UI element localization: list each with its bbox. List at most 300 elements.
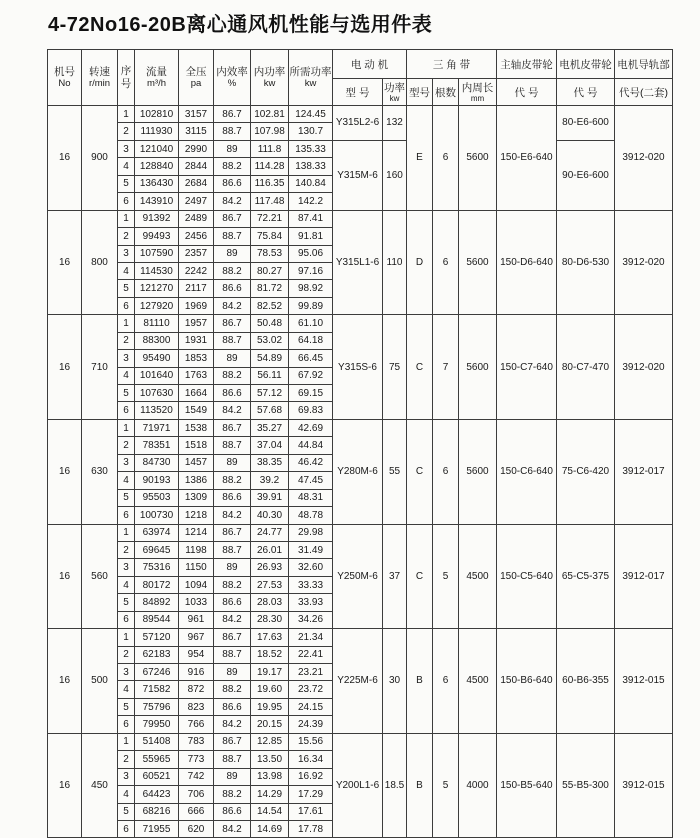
speed-label-en: r/min [88,78,111,90]
pressure-cell: 1457 [179,454,214,471]
required-power-cell: 16.92 [289,768,333,785]
flow-cell: 79950 [135,716,179,733]
col-header-motor-power [383,79,407,106]
flow-cell: 62183 [135,646,179,663]
pressure-cell: 2684 [179,175,214,192]
motor-pulley-cell: 55-B5-300 [557,733,615,838]
col-header-belt-model: 型号 [407,79,433,106]
fan-no-cell: 16 [48,106,82,211]
flow-cell: 71955 [135,820,179,837]
efficiency-cell: 88.2 [214,367,251,384]
pressure-cell: 1214 [179,524,214,541]
fan-no-cell: 16 [48,210,82,315]
col-header-speed [82,50,118,106]
flow-cell: 51408 [135,733,179,750]
seq-cell: 4 [118,472,135,489]
main-pulley-cell: 150-C6-640 [497,419,557,524]
group-header-rail: 电机导轨部 [615,50,673,79]
flow-cell: 95503 [135,489,179,506]
flow-cell: 100730 [135,507,179,524]
flow-cell: 67246 [135,664,179,681]
pressure-cell: 1033 [179,594,214,611]
motor-model-cell: Y250M-6 [333,524,383,629]
pressure-cell: 1931 [179,332,214,349]
col-header-belt-length [459,79,497,106]
speed-label-zh: 转速 [89,65,110,78]
internal-power-cell: 14.69 [251,820,289,837]
required-power-cell: 98.92 [289,280,333,297]
internal-power-cell: 17.63 [251,629,289,646]
belt-type-cell: B [407,629,433,734]
pressure-cell: 2990 [179,140,214,157]
pressure-cell: 916 [179,664,214,681]
speed-cell: 450 [82,733,118,838]
required-power-cell: 34.26 [289,611,333,628]
flow-cell: 101640 [135,367,179,384]
required-power-cell: 15.56 [289,733,333,750]
fan-no-cell: 16 [48,524,82,629]
pressure-cell: 1763 [179,367,214,384]
seq-cell: 2 [118,437,135,454]
pressure-cell: 1664 [179,385,214,402]
efficiency-cell: 86.6 [214,489,251,506]
pressure-cell: 2117 [179,280,214,297]
main-pulley-cell: 150-B6-640 [497,629,557,734]
required-power-cell: 61.10 [289,315,333,332]
internal-power-cell: 114.28 [251,158,289,175]
belt-length-unit: mm [470,93,485,103]
pressure-cell: 2489 [179,210,214,227]
efficiency-label-zh: 内效率 [216,65,248,78]
seq-cell: 1 [118,733,135,750]
pressure-cell: 1150 [179,559,214,576]
flow-cell: 121270 [135,280,179,297]
pressure-cell: 1198 [179,541,214,558]
belt-count-cell: 6 [433,419,459,524]
required-power-cell: 16.34 [289,751,333,768]
internal-power-cell: 38.35 [251,454,289,471]
pressure-cell: 1549 [179,402,214,419]
col-header-pressure [179,50,214,106]
efficiency-cell: 84.2 [214,716,251,733]
required-power-cell: 24.15 [289,698,333,715]
belt-length-cell: 4500 [459,629,497,734]
internal-power-cell: 39.2 [251,472,289,489]
col-header-main-pulley-code: 代 号 [497,79,557,106]
belt-type-cell: E [407,106,433,211]
internal-power-cell: 39.91 [251,489,289,506]
motor-model-cell: Y200L1-6 [333,733,383,838]
group-header-motor: 电 动 机 [333,50,407,79]
required-power-cell: 130.7 [289,123,333,140]
internal-power-cell: 13.98 [251,768,289,785]
internal-power-cell: 57.12 [251,385,289,402]
motor-power-cell: 160 [383,140,407,210]
efficiency-cell: 86.7 [214,733,251,750]
belt-count-cell: 5 [433,524,459,629]
flow-cell: 128840 [135,158,179,175]
col-header-motor-model: 型 号 [333,79,383,106]
internal-power-cell: 12.85 [251,733,289,750]
seq-cell: 2 [118,228,135,245]
efficiency-cell: 88.7 [214,541,251,558]
fan-no-cell: 16 [48,419,82,524]
col-header-internal-power [251,50,289,106]
flow-cell: 121040 [135,140,179,157]
seq-cell: 6 [118,297,135,314]
main-pulley-cell: 150-C7-640 [497,315,557,420]
fan-no-label-zh: 机号 [54,65,75,78]
pressure-cell: 961 [179,611,214,628]
motor-power-cell: 37 [383,524,407,629]
pressure-cell: 823 [179,698,214,715]
seq-cell: 1 [118,315,135,332]
seq-cell: 3 [118,454,135,471]
flow-cell: 75796 [135,698,179,715]
pressure-cell: 742 [179,768,214,785]
efficiency-cell: 88.7 [214,646,251,663]
pressure-cell: 1094 [179,576,214,593]
table-row [48,733,673,750]
flow-cell: 95490 [135,350,179,367]
required-power-cell: 64.18 [289,332,333,349]
efficiency-cell: 84.2 [214,193,251,210]
required-power-cell: 91.81 [289,228,333,245]
required-power-cell: 42.69 [289,419,333,436]
flow-cell: 78351 [135,437,179,454]
efficiency-cell: 86.7 [214,524,251,541]
flow-cell: 84892 [135,594,179,611]
internal-power-cell: 19.95 [251,698,289,715]
internal-power-cell: 27.53 [251,576,289,593]
flow-cell: 114530 [135,262,179,279]
required-power-cell: 48.78 [289,507,333,524]
required-power-cell: 47.45 [289,472,333,489]
belt-type-cell: C [407,524,433,629]
belt-length-cell: 4500 [459,524,497,629]
seq-cell: 2 [118,332,135,349]
seq-cell: 6 [118,716,135,733]
efficiency-cell: 84.2 [214,402,251,419]
flow-cell: 60521 [135,768,179,785]
motor-model-cell: Y315S-6 [333,315,383,420]
seq-cell: 3 [118,350,135,367]
belt-count-cell: 6 [433,210,459,315]
seq-cell: 6 [118,507,135,524]
pressure-cell: 1309 [179,489,214,506]
efficiency-cell: 88.7 [214,123,251,140]
belt-length-label: 内周长 [461,82,494,95]
seq-cell: 3 [118,245,135,262]
main-pulley-cell: 150-C5-640 [497,524,557,629]
seq-cell: 1 [118,629,135,646]
required-power-cell: 48.31 [289,489,333,506]
internal-power-cell: 56.11 [251,367,289,384]
belt-count-cell: 5 [433,733,459,838]
pressure-cell: 2456 [179,228,214,245]
internal-power-cell: 107.98 [251,123,289,140]
required-power-cell: 23.72 [289,681,333,698]
rail-cell: 3912-017 [615,419,673,524]
table-row [48,140,673,157]
rail-cell: 3912-015 [615,733,673,838]
seq-cell: 1 [118,524,135,541]
flow-cell: 107590 [135,245,179,262]
pressure-cell: 1853 [179,350,214,367]
required-power-cell: 33.93 [289,594,333,611]
pressure-cell: 1538 [179,419,214,436]
pressure-cell: 773 [179,751,214,768]
flow-cell: 84730 [135,454,179,471]
seq-cell: 5 [118,489,135,506]
flow-cell: 90193 [135,472,179,489]
pressure-label-zh: 全压 [185,65,207,78]
fan-no-cell: 16 [48,629,82,734]
seq-cell: 5 [118,280,135,297]
belt-length-cell: 5600 [459,106,497,211]
pressure-cell: 967 [179,629,214,646]
internal-power-cell: 14.54 [251,803,289,820]
belt-type-cell: C [407,315,433,420]
pressure-cell: 3115 [179,123,214,140]
seq-cell: 6 [118,402,135,419]
efficiency-cell: 84.2 [214,297,251,314]
efficiency-cell: 89 [214,454,251,471]
main-pulley-cell: 150-B5-640 [497,733,557,838]
required-power-cell: 22.41 [289,646,333,663]
internal-power-cell: 26.01 [251,541,289,558]
efficiency-cell: 86.7 [214,629,251,646]
internal-power-cell: 54.89 [251,350,289,367]
table-row [48,315,673,332]
required-power-cell: 46.42 [289,454,333,471]
seq-cell: 5 [118,698,135,715]
seq-cell: 2 [118,123,135,140]
efficiency-cell: 84.2 [214,611,251,628]
efficiency-cell: 86.7 [214,315,251,332]
motor-power-cell: 75 [383,315,407,420]
pressure-cell: 2844 [179,158,214,175]
internal-power-cell: 24.77 [251,524,289,541]
efficiency-cell: 84.2 [214,820,251,837]
efficiency-cell: 89 [214,768,251,785]
belt-count-cell: 7 [433,315,459,420]
required-power-cell: 17.78 [289,820,333,837]
internal-power-cell: 37.04 [251,437,289,454]
motor-power-cell: 55 [383,419,407,524]
flow-cell: 64423 [135,786,179,803]
required-power-cell: 32.60 [289,559,333,576]
seq-cell: 1 [118,419,135,436]
seq-cell: 3 [118,140,135,157]
efficiency-cell: 88.2 [214,158,251,175]
seq-cell: 2 [118,541,135,558]
pressure-cell: 783 [179,733,214,750]
motor-pulley-cell: 60-B6-355 [557,629,615,734]
efficiency-cell: 86.6 [214,385,251,402]
flow-cell: 89544 [135,611,179,628]
flow-cell: 99493 [135,228,179,245]
required-power-cell: 24.39 [289,716,333,733]
group-header-main-pulley: 主轴皮带轮 [497,50,557,79]
internal-power-cell: 81.72 [251,280,289,297]
flow-label-en: m³/h [147,78,166,90]
efficiency-cell: 88.7 [214,228,251,245]
required-power-cell: 69.83 [289,402,333,419]
seq-cell: 4 [118,576,135,593]
belt-type-cell: D [407,210,433,315]
belt-length-cell: 4000 [459,733,497,838]
efficiency-cell: 86.6 [214,803,251,820]
seq-cell: 5 [118,803,135,820]
group-header-vbelt: 三 角 带 [407,50,497,79]
table-row [48,106,673,123]
internal-power-cell: 40.30 [251,507,289,524]
flow-cell: 69645 [135,541,179,558]
belt-length-cell: 5600 [459,419,497,524]
flow-cell: 68216 [135,803,179,820]
pressure-cell: 2242 [179,262,214,279]
flow-cell: 88300 [135,332,179,349]
internal-power-label-en: kw [263,78,276,90]
required-power-cell: 87.41 [289,210,333,227]
pressure-cell: 2357 [179,245,214,262]
seq-cell: 3 [118,664,135,681]
required-power-cell: 21.34 [289,629,333,646]
flow-cell: 102810 [135,106,179,123]
col-header-fan-no [48,50,82,106]
required-power-cell: 31.49 [289,541,333,558]
belt-length-cell: 5600 [459,315,497,420]
speed-cell: 560 [82,524,118,629]
pressure-cell: 666 [179,803,214,820]
rail-cell: 3912-020 [615,315,673,420]
seq-cell: 1 [118,210,135,227]
flow-cell: 55965 [135,751,179,768]
seq-cell: 4 [118,158,135,175]
flow-cell: 127920 [135,297,179,314]
flow-cell: 63974 [135,524,179,541]
required-power-cell: 124.45 [289,106,333,123]
motor-pulley-cell: 90-E6-600 [557,140,615,210]
col-header-efficiency [214,50,251,106]
internal-power-cell: 116.35 [251,175,289,192]
efficiency-cell: 84.2 [214,507,251,524]
speed-cell: 710 [82,315,118,420]
efficiency-cell: 89 [214,664,251,681]
seq-cell: 6 [118,193,135,210]
flow-cell: 143910 [135,193,179,210]
col-header-flow [135,50,179,106]
required-power-cell: 138.33 [289,158,333,175]
belt-count-cell: 6 [433,629,459,734]
required-power-cell: 140.84 [289,175,333,192]
flow-cell: 71971 [135,419,179,436]
efficiency-cell: 88.2 [214,262,251,279]
fan-performance-table [47,49,673,838]
internal-power-cell: 28.30 [251,611,289,628]
pressure-cell: 954 [179,646,214,663]
motor-model-cell: Y280M-6 [333,419,383,524]
pressure-cell: 1386 [179,472,214,489]
efficiency-cell: 86.7 [214,210,251,227]
seq-cell: 5 [118,385,135,402]
rail-cell: 3912-020 [615,210,673,315]
internal-power-cell: 57.68 [251,402,289,419]
efficiency-cell: 89 [214,559,251,576]
pressure-cell: 1957 [179,315,214,332]
belt-count-cell: 6 [433,106,459,211]
seq-cell: 2 [118,751,135,768]
required-power-cell: 66.45 [289,350,333,367]
fan-no-cell: 16 [48,315,82,420]
efficiency-cell: 88.2 [214,576,251,593]
seq-cell: 6 [118,611,135,628]
rail-cell: 3912-015 [615,629,673,734]
pressure-cell: 766 [179,716,214,733]
efficiency-label-en: % [227,78,237,90]
motor-model-cell: Y315L2-6 [333,106,383,141]
flow-cell: 136430 [135,175,179,192]
efficiency-cell: 88.7 [214,437,251,454]
required-power-cell: 95.06 [289,245,333,262]
seq-cell: 3 [118,559,135,576]
seq-cell: 6 [118,820,135,837]
efficiency-cell: 89 [214,245,251,262]
speed-cell: 500 [82,629,118,734]
seq-cell: 4 [118,367,135,384]
motor-power-cell: 110 [383,210,407,315]
efficiency-cell: 89 [214,140,251,157]
internal-power-cell: 72.21 [251,210,289,227]
required-power-cell: 23.21 [289,664,333,681]
flow-cell: 71582 [135,681,179,698]
internal-power-cell: 111.8 [251,140,289,157]
flow-cell: 107630 [135,385,179,402]
flow-cell: 111930 [135,123,179,140]
table-row [48,629,673,646]
internal-power-cell: 13.50 [251,751,289,768]
internal-power-cell: 26.93 [251,559,289,576]
seq-cell: 4 [118,681,135,698]
pressure-label-en: pa [190,78,202,90]
required-power-cell: 17.29 [289,786,333,803]
motor-power-unit: kw [389,93,400,103]
page-title: 4-72No16-20B离心通风机性能与选用件表 [48,14,433,36]
table-row [48,419,673,436]
efficiency-cell: 88.2 [214,472,251,489]
internal-power-cell: 75.84 [251,228,289,245]
col-header-belt-count: 根数 [433,79,459,106]
required-power-cell: 29.98 [289,524,333,541]
rail-cell: 3912-020 [615,106,673,211]
internal-power-cell: 50.48 [251,315,289,332]
speed-cell: 630 [82,419,118,524]
required-power-cell: 135.33 [289,140,333,157]
pressure-cell: 2497 [179,193,214,210]
col-header-required-power [289,50,333,106]
internal-power-cell: 117.48 [251,193,289,210]
motor-power-cell: 30 [383,629,407,734]
internal-power-cell: 14.29 [251,786,289,803]
belt-type-cell: B [407,733,433,838]
flow-cell: 81110 [135,315,179,332]
pressure-cell: 1218 [179,507,214,524]
required-power-cell: 44.84 [289,437,333,454]
pressure-cell: 620 [179,820,214,837]
efficiency-cell: 88.7 [214,751,251,768]
seq-cell: 4 [118,262,135,279]
